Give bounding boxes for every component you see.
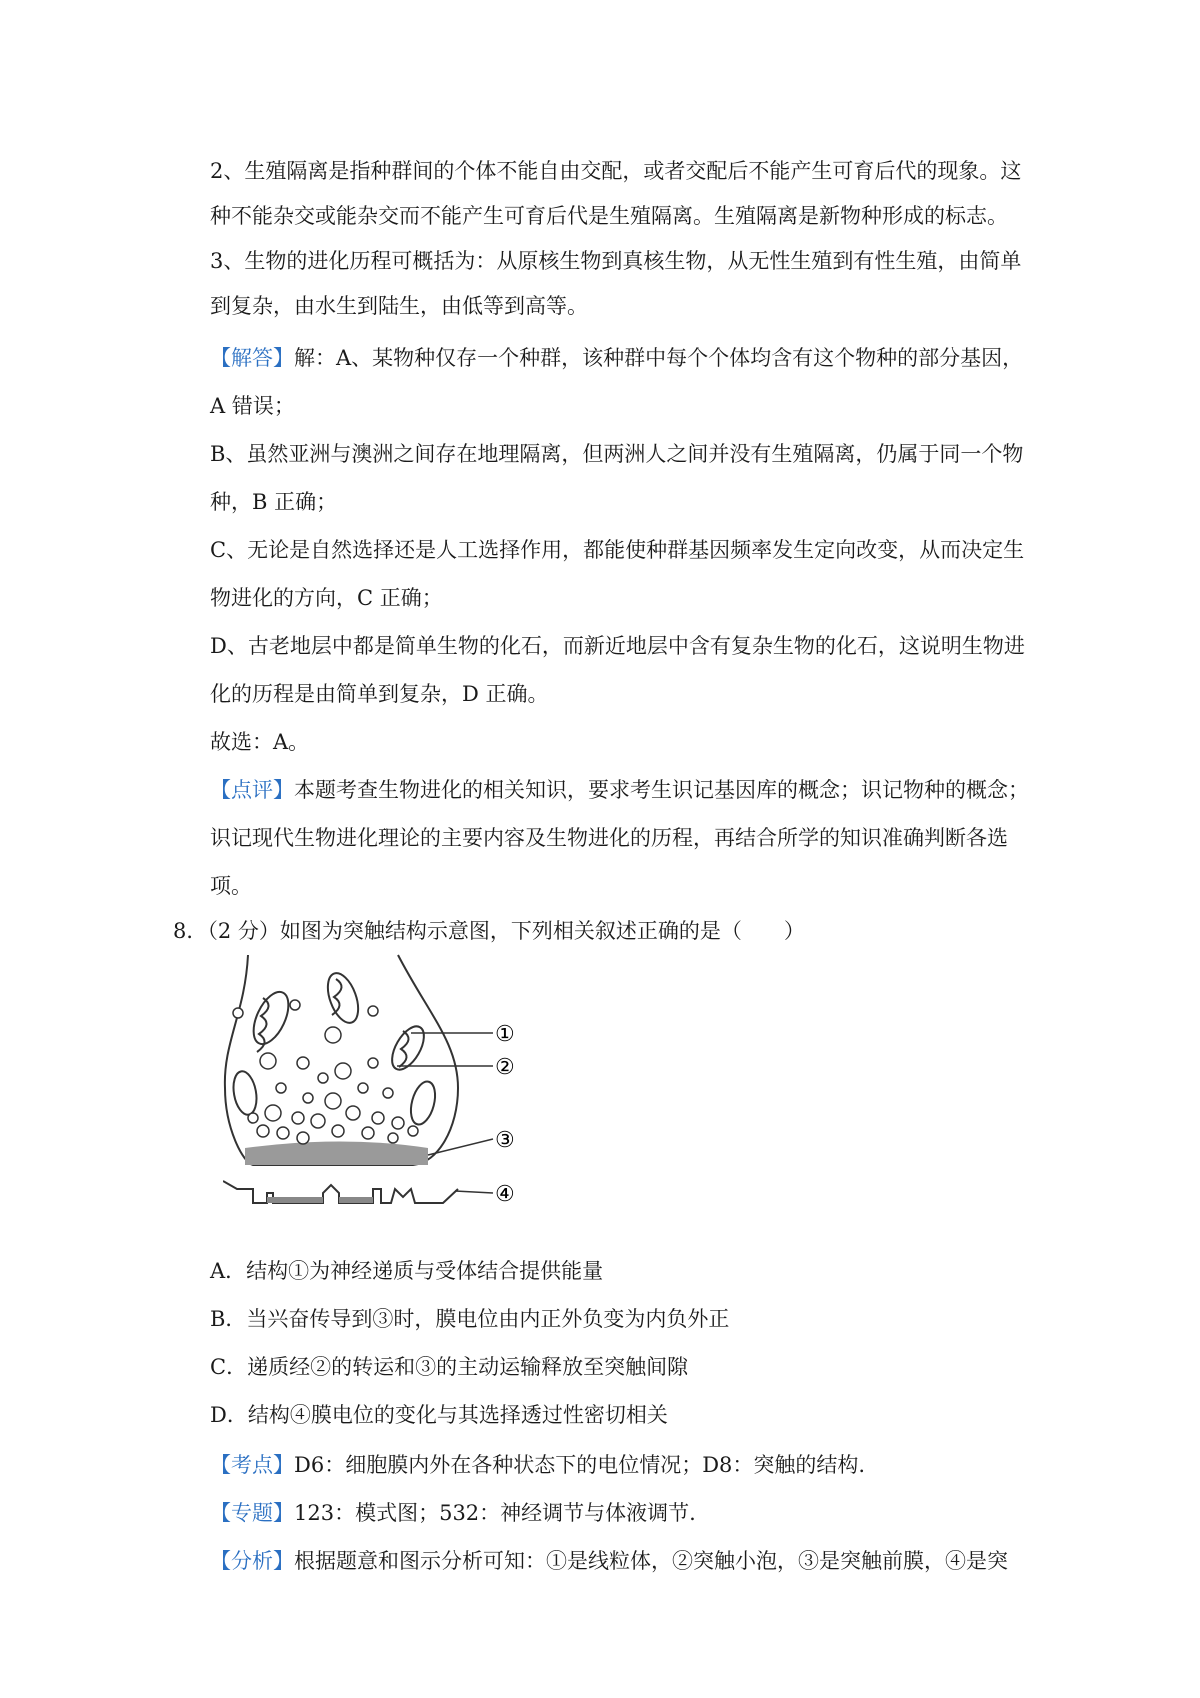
synaptic-vesicles: [233, 1000, 418, 1144]
answer-line-a: [210, 343, 1030, 373]
label-4: ④: [495, 1182, 515, 1207]
answer-tag: 【解答】: [210, 346, 294, 370]
review-text-1: 本题考查生物进化的相关知识，要求考生识记基因库的概念；识记物种的概念；: [294, 778, 1029, 802]
answer-d-line-2: 化的历程是由简单到复杂，D 正确。: [210, 682, 549, 706]
answer-b-line-1: B、虽然亚洲与澳洲之间存在地理隔离，但两洲人之间并没有生殖隔离，仍属于同一个物: [210, 442, 1024, 466]
answer-c-line-2: 物进化的方向，C 正确；: [210, 586, 443, 610]
kaodian-text: D6：细胞膜内外在各种状态下的电位情况；D8：突触的结构.: [294, 1453, 866, 1477]
zhuanti-text: 123：模式图；532：神经调节与体液调节.: [294, 1501, 696, 1525]
paragraph-2-line-1: 2、生殖隔离是指种群间的个体不能自由交配，或者交配后不能产生可育后代的现象。这: [210, 159, 1022, 183]
option-b: B．当兴奋传导到③时，膜电位由内正外负变为内负外正: [210, 1307, 730, 1331]
paragraph-3-line-2: 到复杂，由水生到陆生，由低等到高等。: [210, 294, 588, 318]
synapse-diagram: [223, 953, 523, 1233]
option-c: C．递质经②的转运和③的主动运输释放至突触间隙: [210, 1355, 689, 1379]
zhuanti-line: [210, 1498, 1030, 1528]
label-1: ①: [495, 1022, 515, 1047]
label-3: ③: [495, 1128, 515, 1153]
option-d: D．结构④膜电位的变化与其选择透过性密切相关: [210, 1403, 668, 1427]
option-a: A．结构①为神经递质与受体结合提供能量: [210, 1259, 604, 1283]
kaodian-tag: 【考点】: [210, 1453, 294, 1477]
review-tag: 【点评】: [210, 778, 294, 802]
fenxi-text: 根据题意和图示分析可知：①是线粒体，②突触小泡，③是突触前膜，④是突: [294, 1549, 1008, 1573]
fenxi-tag: 【分析】: [210, 1549, 294, 1573]
paragraph-2-line-2: 种不能杂交或能杂交而不能产生可育后代是生殖隔离。生殖隔离是新物种形成的标志。: [210, 204, 1008, 228]
presynaptic-membrane: [245, 1142, 428, 1166]
review-line-3: 项。: [210, 874, 252, 898]
answer-d-line-1: D、古老地层中都是简单生物的化石，而新近地层中含有复杂生物的化石，这说明生物进: [210, 634, 1025, 658]
answer-a-text: 解：A、某物种仅存一个种群，该种群中每个个体均含有这个物种的部分基因，: [294, 346, 1024, 370]
label-2: ②: [495, 1055, 515, 1080]
paragraph-3-line-1: 3、生物的进化历程可概括为：从原核生物到真核生物，从无性生殖到有性生殖，由简单: [210, 249, 1022, 273]
review-line-1: [210, 775, 1030, 805]
postsynaptic-band-1: [267, 1197, 323, 1203]
answer-c-line-1: C、无论是自然选择还是人工选择作用，都能使种群基因频率发生定向改变，从而决定生: [210, 538, 1025, 562]
zhuanti-tag: 【专题】: [210, 1501, 294, 1525]
review-line-2: 识记现代生物进化理论的主要内容及生物进化的历程，再结合所学的知识准确判断各选: [210, 826, 1008, 850]
answer-choice: 故选：A。: [210, 730, 310, 754]
answer-b-line-2: 种，B 正确；: [210, 490, 338, 514]
postsynaptic-band-2: [339, 1197, 373, 1203]
question-8: 8．（2 分）如图为突触结构示意图，下列相关叙述正确的是（ ）: [173, 919, 805, 943]
fenxi-line: [210, 1546, 1030, 1576]
kaodian-line: [210, 1450, 1030, 1480]
answer-a-verdict: A 错误；: [210, 394, 295, 418]
